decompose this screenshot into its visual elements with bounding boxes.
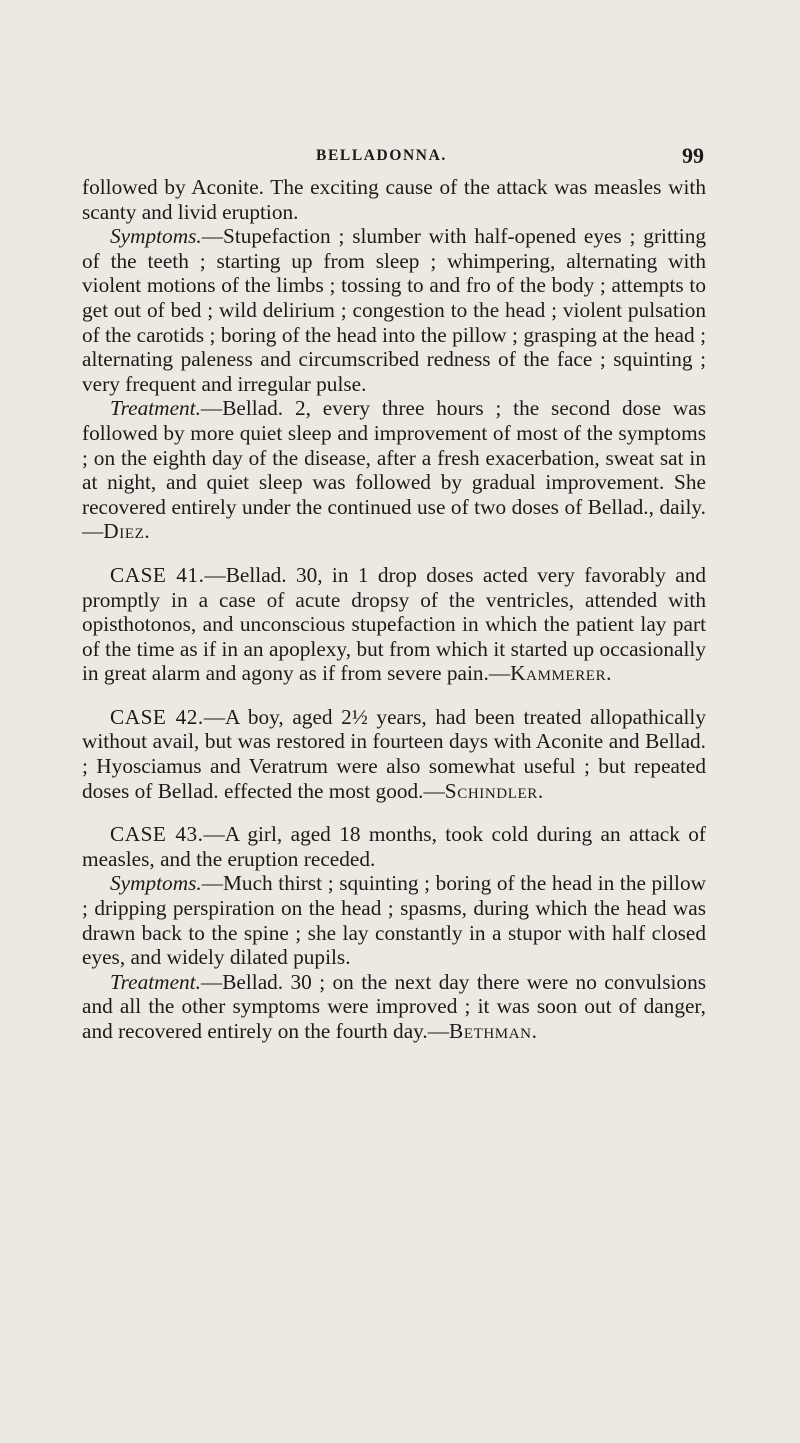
running-head	[316, 143, 704, 169]
running-title: BELLADONNA.	[316, 147, 447, 164]
paragraph-treatment-2	[82, 970, 706, 1044]
case-label: CASE 43.	[110, 822, 204, 847]
page-number: 99	[682, 143, 704, 168]
paragraph-treatment-1	[82, 396, 706, 544]
author-attribution: Bethman.	[449, 1019, 538, 1043]
case-41	[82, 563, 706, 686]
paragraph-text: —Bellad. 30 ; on the next day there were no convulsions and all the other symptoms were improved ; it was soon out of danger, and recovered entirely on the fourth day.—	[82, 969, 706, 1043]
paragraph-text: followed by Aconite. The exciting cause of the attack was measles with scanty and livid eruption.	[82, 175, 706, 224]
run-in-heading-treatment: Treatment.	[110, 396, 201, 421]
case-label: CASE 41.	[110, 562, 205, 587]
paragraph-symptoms-2	[82, 871, 706, 969]
author-attribution: Diez.	[103, 519, 151, 544]
paragraph-text: —Bellad. 2, every three hours ; the second dose was followed by more quiet sleep and improvement of most of the symptoms ; on the eighth day of the disease, after a fresh exacerbation, sweat sat in at night, and quiet sleep was followed by gradual improvement. She recovered entirely under the continued use of two doses of Bellad., daily.—	[82, 396, 706, 544]
case-text: —Bellad. 30, in 1 drop doses acted very favorably and promptly in a case of acute dropsy of the ventricles, attended with opisthotonos, and unconscious stupefaction in which the patient lay part of the time as if in an apoplexy, but from which it started up occasionally in great alarm and agony as if from severe pain.—	[82, 562, 706, 686]
run-in-heading-symptoms: Symptoms.	[110, 871, 202, 896]
run-in-heading-symptoms: Symptoms.	[110, 224, 202, 249]
case-text: —A boy, aged 2½ years, had been treated allopathically without avail, but was restored in fourteen days with Aconite and Bellad. ; Hyosciamus and Veratrum were also somewhat useful ; but repeated doses of Bellad. effected the most good.—	[82, 704, 706, 803]
case-43	[82, 822, 706, 871]
paragraph-symptoms-1	[82, 224, 706, 396]
case-42	[82, 705, 706, 803]
run-in-heading-treatment: Treatment.	[110, 969, 201, 994]
case-label: CASE 42.	[110, 704, 204, 729]
paragraph-text: —Stupefaction ; slumber with half-opened eyes ; gritting of the teeth ; starting up from sleep ; whimpering, alternating with violent motions of the limbs ; tossing to and fro of the body ; attempts to get out of bed ; wild delirium ; congestion to the head ; violent pulsation of the carotids ; boring of the head into the pillow ; grasping at the head ; alternating paleness and circumscribed redness of the face ; squinting ; very frequent and irregular pulse.	[82, 224, 706, 396]
paragraph-text: —Much thirst ; squinting ; boring of the head in the pillow ; dripping perspiration on the head ; spasms, during which the head was drawn back to the spine ; she lay constantly in a stupor with half closed eyes, and widely dilated pupils.	[82, 871, 706, 970]
case-text: —A girl, aged 18 months, took cold during an attack of measles, and the eruption receded.	[82, 822, 707, 871]
author-attribution: Schindler.	[444, 778, 544, 803]
author-attribution: Kammerer.	[510, 661, 613, 686]
paragraph-continuation	[82, 175, 706, 224]
body-text	[82, 175, 706, 1044]
